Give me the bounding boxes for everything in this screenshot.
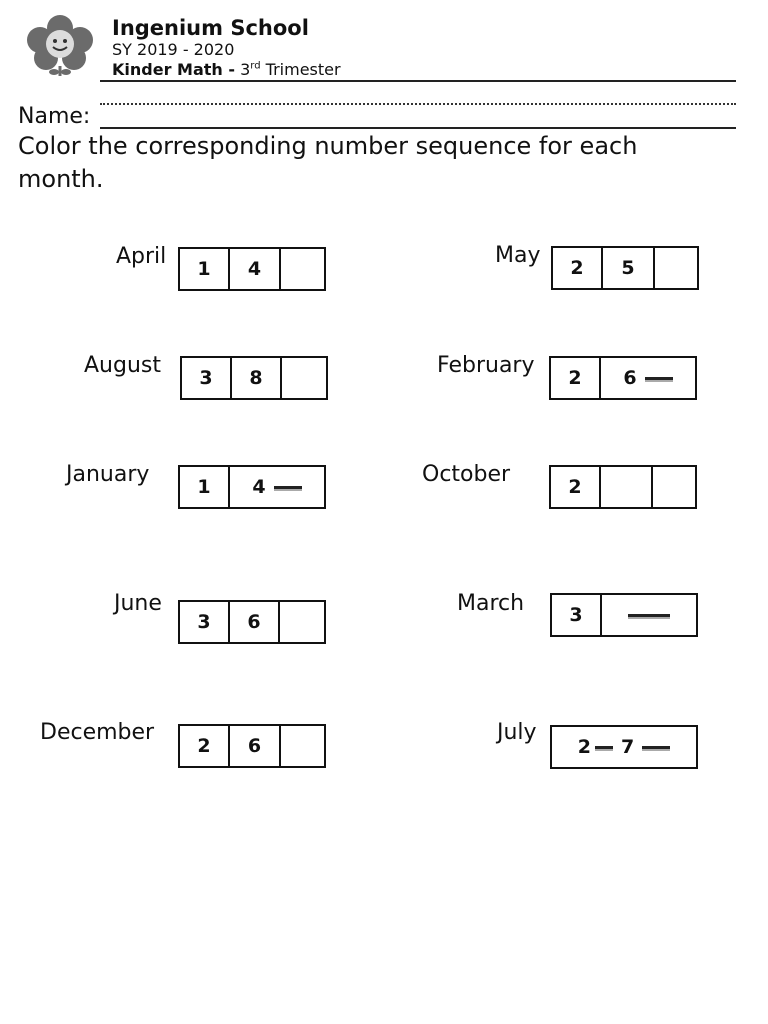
sequence-cell[interactable]: 2: [568, 476, 582, 498]
sequence-number: 7: [621, 736, 635, 758]
smiling-flower-icon: [24, 14, 96, 78]
sequence-cell[interactable]: 4: [228, 249, 279, 289]
month-label-january: January: [66, 462, 150, 487]
month-label-february: February: [437, 353, 535, 378]
sequence-cell[interactable]: 2: [197, 735, 211, 757]
school-name: Ingenium School: [112, 16, 309, 40]
instruction-text: Color the corresponding number sequence for each month.: [18, 132, 638, 193]
month-label-may: May: [495, 243, 541, 268]
sequence-box-march[interactable]: [550, 593, 698, 637]
dotted-divider: [100, 103, 736, 105]
sequence-cell[interactable]: [599, 358, 695, 398]
sequence-box-december[interactable]: [178, 724, 326, 768]
course-superscript: rd: [250, 60, 261, 72]
course-title: [112, 60, 341, 79]
sequence-box-april[interactable]: [178, 247, 326, 291]
sequence-cell[interactable]: 8: [230, 358, 280, 398]
sequence-cell[interactable]: [600, 595, 696, 635]
blank-dash: [628, 614, 670, 617]
sequence-box-february[interactable]: [549, 356, 697, 400]
name-label: Name:: [18, 104, 91, 129]
blank-dash: [642, 746, 670, 749]
sequence-cell[interactable]: 1: [197, 476, 211, 498]
sequence-cell[interactable]: [599, 467, 651, 507]
blank-dash: [274, 486, 302, 489]
blank-dash: [595, 746, 613, 749]
sequence-cell[interactable]: [280, 358, 326, 398]
sequence-number: 6: [623, 367, 637, 389]
name-write-line[interactable]: [100, 127, 736, 129]
school-year: SY 2019 - 2020: [112, 40, 235, 59]
month-label-october: October: [422, 462, 511, 487]
course-number: 3: [235, 60, 251, 79]
blank-dash: [645, 377, 673, 380]
month-label-august: August: [84, 353, 161, 378]
sequence-box-january[interactable]: [178, 465, 326, 509]
sequence-box-october[interactable]: [549, 465, 697, 509]
sequence-cell[interactable]: 2: [570, 257, 584, 279]
sequence-cell[interactable]: 1: [197, 258, 211, 280]
sequence-cell[interactable]: [552, 727, 696, 767]
header-divider: [100, 80, 736, 82]
sequence-box-august[interactable]: [180, 356, 328, 400]
sequence-cell[interactable]: 3: [569, 604, 583, 626]
sequence-cell[interactable]: [651, 467, 695, 507]
sequence-cell[interactable]: 2: [568, 367, 582, 389]
sequence-box-june[interactable]: [178, 600, 326, 644]
sequence-cell[interactable]: [228, 467, 324, 507]
sequence-cell[interactable]: [653, 248, 697, 288]
sequence-cell[interactable]: 6: [228, 602, 278, 642]
sequence-box-may[interactable]: [551, 246, 699, 290]
sequence-cell[interactable]: 3: [197, 611, 211, 633]
course-subject: Kinder Math -: [112, 60, 236, 79]
sequence-cell[interactable]: 6: [228, 726, 279, 766]
sequence-cell[interactable]: [279, 249, 324, 289]
sequence-number: 2: [577, 736, 591, 758]
sequence-cell[interactable]: [279, 726, 324, 766]
month-label-june: June: [114, 591, 162, 616]
month-label-december: December: [40, 720, 155, 745]
sequence-cell[interactable]: [278, 602, 324, 642]
sequence-number: 4: [252, 476, 266, 498]
sequence-cell[interactable]: 3: [199, 367, 213, 389]
month-label-april: April: [116, 244, 167, 269]
sequence-cell[interactable]: 5: [601, 248, 653, 288]
month-label-july: July: [497, 720, 537, 745]
sequence-box-july[interactable]: [550, 725, 698, 769]
course-term: Trimester: [260, 60, 341, 79]
month-label-march: March: [457, 591, 525, 616]
